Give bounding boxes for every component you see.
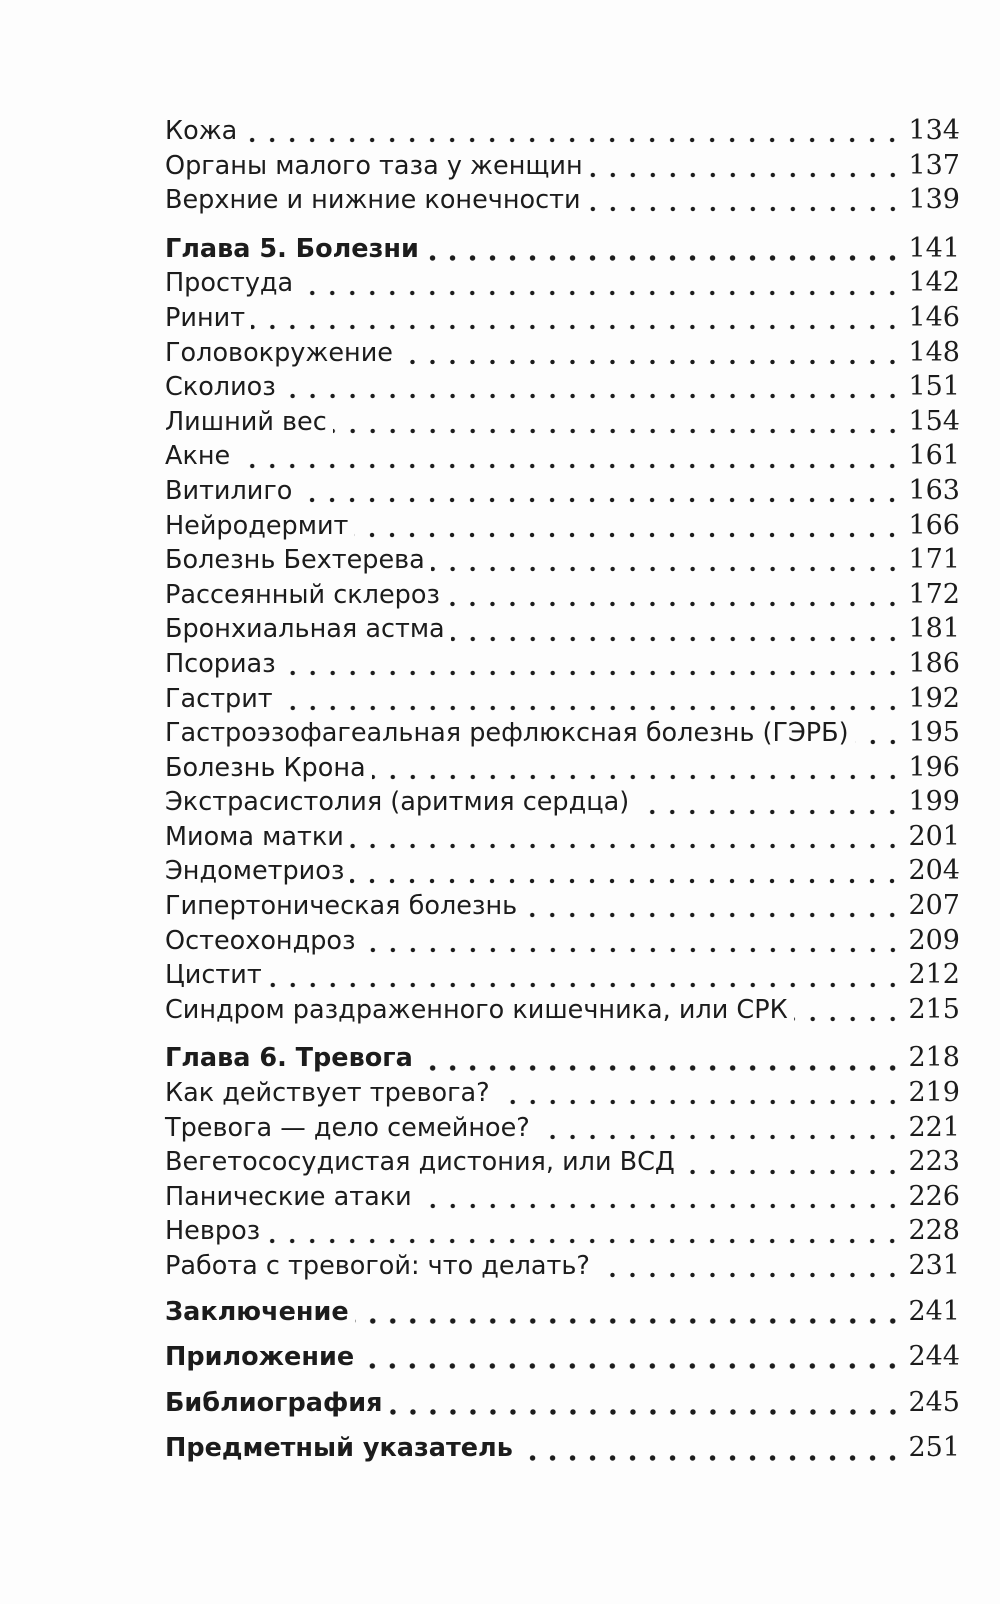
- toc-entry-label: Приложение: [165, 1342, 355, 1373]
- dot-leader: [279, 705, 903, 711]
- toc-entry-label: Органы малого таза у женщин: [165, 150, 583, 181]
- toc-entry-page: 166: [908, 509, 960, 541]
- toc-entry-label: Предметный указатель: [165, 1433, 513, 1464]
- dot-leader: [536, 1134, 903, 1140]
- toc-entry-page: 212: [908, 959, 960, 991]
- toc-entry: [165, 854, 960, 889]
- dot-leader: [446, 601, 902, 607]
- toc-entry: [165, 716, 960, 751]
- toc-entry-label: Панические атаки: [165, 1181, 412, 1212]
- spacer: [165, 1375, 960, 1386]
- toc-entry-label: Экстрасистолия (аритмия сердца): [165, 787, 630, 818]
- dot-leader: [350, 878, 902, 884]
- toc-entry-page: 163: [908, 474, 960, 506]
- toc-entry-label: Кожа: [165, 116, 238, 146]
- toc-entry-label: Заключение: [165, 1296, 349, 1327]
- toc-entry-label: Миома матки: [165, 821, 344, 852]
- dot-leader: [360, 1363, 902, 1369]
- chapter-title: Глава 5. Болезни: [165, 233, 419, 264]
- toc-entry-label: Гастрит: [165, 683, 273, 714]
- chapter-title: Глава 6. Тревога: [165, 1043, 413, 1074]
- dot-leader: [523, 912, 902, 918]
- chapter-5-entries: [165, 266, 960, 1027]
- toc-entry-page: 201: [908, 820, 960, 852]
- toc-entry-label: Лишний вес: [165, 406, 327, 437]
- toc-entry: [165, 266, 960, 301]
- toc-entry: [165, 889, 960, 924]
- toc-entry: [165, 1111, 960, 1146]
- toc-entry: [165, 1180, 960, 1215]
- toc-entry-label: Цистит: [165, 960, 262, 991]
- toc-entry-page: 251: [908, 1432, 960, 1464]
- toc-entry-page: 215: [908, 993, 960, 1025]
- toc-entry-label: Сколиоз: [165, 372, 276, 403]
- toc-entry-page: 181: [908, 613, 960, 645]
- toc-entry-label: Нейродермит: [165, 510, 349, 541]
- toc-entry-label: Акне: [165, 441, 231, 472]
- toc-entry: [165, 183, 960, 218]
- toc-entry-page: 134: [908, 115, 960, 146]
- dot-leader: [372, 774, 903, 780]
- dot-leader: [496, 1099, 903, 1105]
- toc-entry-label: Эндометриоз: [165, 856, 345, 887]
- toc-entry-page: 161: [908, 440, 960, 472]
- toc-entry-label: Ринит: [165, 302, 246, 333]
- toc-entry-page: 172: [908, 578, 960, 610]
- dot-leader: [635, 809, 902, 815]
- toc-entry: [165, 820, 960, 855]
- toc-entry-page: 142: [908, 267, 960, 299]
- toc-entry-label: Гастроэзофагеальная рефлюксная болезнь (ГЭРБ): [165, 718, 849, 749]
- toc-entry: [165, 336, 960, 371]
- toc-entry-label: Болезнь Бехтерева: [165, 545, 425, 576]
- toc-backmatter-entry: [165, 1340, 960, 1375]
- toc-entry-page: 228: [908, 1215, 960, 1247]
- dot-leader: [236, 463, 902, 469]
- dot-leader: [399, 359, 902, 365]
- spacer: [165, 1284, 960, 1295]
- dot-leader: [268, 982, 903, 988]
- toc-entry-page: 221: [908, 1111, 960, 1143]
- toc-entry-page: 226: [908, 1180, 960, 1212]
- toc-entry-label: Бронхиальная астма: [165, 614, 445, 645]
- dot-leader: [587, 206, 903, 212]
- toc-entry-label: Гипертоническая болезнь: [165, 891, 518, 922]
- toc-entry: [165, 370, 960, 405]
- dot-leader: [299, 290, 902, 296]
- toc-entry: [165, 1249, 960, 1284]
- toc-entry: [165, 1076, 960, 1111]
- toc-entry-page: 223: [908, 1146, 960, 1178]
- toc-entry-page: 219: [908, 1077, 960, 1109]
- toc-entry-label: Библиография: [165, 1387, 383, 1418]
- dot-leader: [251, 324, 902, 330]
- back-matter-entries: [165, 1284, 960, 1466]
- toc-chapter-heading: [165, 232, 960, 267]
- toc-entry: [165, 785, 960, 820]
- dot-leader: [681, 1169, 903, 1175]
- dot-leader: [451, 636, 903, 642]
- dot-leader: [519, 1455, 903, 1461]
- toc-entry-label: Как действует тревога?: [165, 1078, 490, 1109]
- spacer: [165, 1329, 960, 1340]
- toc-entry-page: 154: [908, 405, 960, 437]
- toc-entry: [165, 543, 960, 578]
- toc-entry: [165, 149, 960, 184]
- dot-leader: [389, 1409, 903, 1415]
- chapter-page: 141: [908, 232, 960, 264]
- spacer: [165, 1027, 960, 1041]
- toc-entry-label: Вегетососудистая дистония, или ВСД: [165, 1147, 675, 1178]
- toc-entry-page: 209: [908, 924, 960, 956]
- toc-entry: [165, 509, 960, 544]
- toc-entry: [165, 751, 960, 786]
- toc-entry: [165, 1145, 960, 1180]
- dot-leader: [425, 255, 903, 261]
- toc-entry-label: Простуда: [165, 268, 294, 299]
- dot-leader: [431, 566, 903, 572]
- toc-entry: [165, 612, 960, 647]
- dot-leader: [282, 670, 903, 676]
- dot-leader: [350, 843, 903, 849]
- dot-leader: [354, 532, 902, 538]
- toc-entry-page: 207: [908, 890, 960, 922]
- toc-entry-label: Болезнь Крона: [165, 752, 366, 783]
- dot-leader: [596, 1272, 902, 1278]
- toc-entry-label: Верхние и нижние конечности: [165, 185, 581, 216]
- toc-entry: [165, 958, 960, 993]
- toc-entry-page: 192: [908, 682, 960, 714]
- dot-leader: [266, 1238, 902, 1244]
- toc-entry: [165, 439, 960, 474]
- dot-leader: [355, 1318, 903, 1324]
- toc-backmatter-entry: [165, 1386, 960, 1421]
- toc-entry: [165, 682, 960, 717]
- table-of-contents: [165, 114, 960, 1466]
- toc-entry: [165, 1214, 960, 1249]
- toc-entry-label: Витилиго: [165, 475, 293, 506]
- dot-leader: [794, 1016, 903, 1022]
- dot-leader: [243, 137, 902, 143]
- spacer: [165, 218, 960, 232]
- toc-entry-page: 245: [908, 1386, 960, 1418]
- toc-entry-label: Тревога — дело семейное?: [165, 1112, 530, 1143]
- dot-leader: [333, 428, 903, 434]
- toc-backmatter-entry: [165, 1295, 960, 1330]
- toc-entry-page: 146: [908, 301, 960, 333]
- chapter-page: 218: [908, 1042, 960, 1074]
- toc-entry-page: 148: [908, 336, 960, 368]
- toc-entry-label: Головокружение: [165, 337, 393, 368]
- toc-entry-page: 137: [908, 149, 960, 181]
- toc-entry-label: Синдром раздраженного кишечника, или СРК: [165, 994, 788, 1025]
- toc-entry-page: 195: [908, 717, 960, 749]
- toc-entry-page: 241: [908, 1295, 960, 1327]
- toc-entry-page: 186: [908, 647, 960, 679]
- dot-leader: [298, 497, 902, 503]
- dot-leader: [418, 1203, 903, 1209]
- chapter-6-entries: [165, 1076, 960, 1284]
- toc-entry: [165, 578, 960, 613]
- toc-backmatter-entry: [165, 1431, 960, 1466]
- toc-entry-label: Остеохондроз: [165, 925, 356, 956]
- dot-leader: [419, 1065, 903, 1071]
- toc-entry-page: 139: [908, 184, 960, 216]
- toc-entry: [165, 405, 960, 440]
- toc-entry-label: Работа с тревогой: что делать?: [165, 1251, 590, 1281]
- toc-entry: [165, 114, 960, 149]
- toc-entry-label: Псориаз: [165, 648, 276, 679]
- dot-leader: [855, 739, 903, 745]
- toc-entry-page: 204: [908, 855, 960, 887]
- toc-entry-page: 199: [908, 786, 960, 818]
- toc-entry-page: 231: [908, 1250, 960, 1281]
- toc-entry-label: Невроз: [165, 1216, 261, 1247]
- toc-chapter-heading: [165, 1041, 960, 1076]
- spacer: [165, 1420, 960, 1431]
- toc-entry: [165, 301, 960, 336]
- toc-entry-page: 171: [908, 544, 960, 576]
- toc-entry: [165, 647, 960, 682]
- toc-entry-page: 244: [908, 1341, 960, 1373]
- toc-entry: [165, 474, 960, 509]
- dot-leader: [282, 393, 903, 399]
- toc-entry: [165, 924, 960, 959]
- toc-entry-label: Рассеянный склероз: [165, 579, 440, 610]
- toc-entry-page: 196: [908, 751, 960, 783]
- dot-leader: [362, 947, 903, 953]
- toc-entry: [165, 993, 960, 1028]
- toc-entry-page: 151: [908, 371, 960, 403]
- dot-leader: [589, 172, 903, 178]
